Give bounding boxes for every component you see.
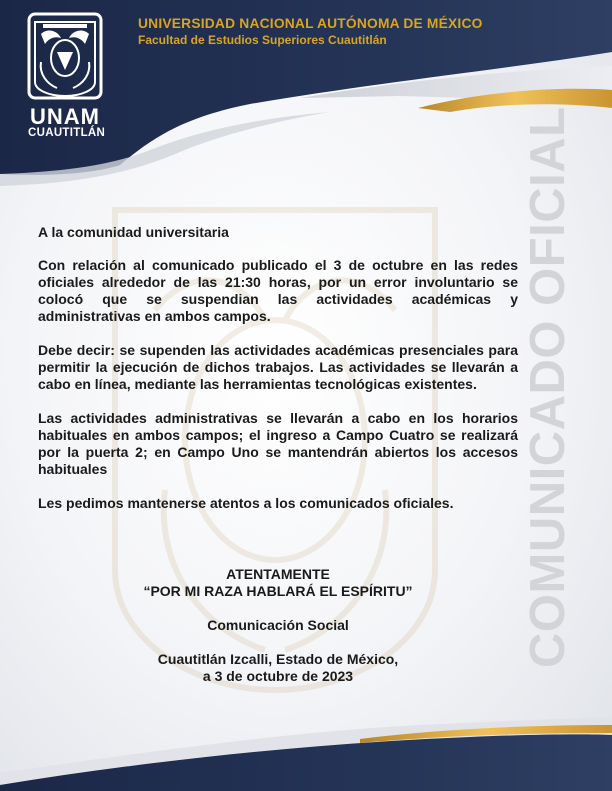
faculty-title: Facultad de Estudios Superiores Cuautitlán [138,33,387,47]
logo-name: UNAM [30,104,100,129]
unam-seal-icon [27,12,103,100]
office: Comunicación Social [207,617,349,633]
logo-subtitle: CUAUTITLÁN [28,127,106,139]
signature-block [38,566,518,685]
letter-body [38,224,518,529]
greeting: A la comunidad universitaria [38,224,229,240]
paragraph: Las actividades administrativas se llevarán a cabo en los horarios habituales en ambos campos; el ingreso a Campo Cuatro se realizará por la puerta 2; en Campo Uno se mantendrán abiertos los accesos habituales [38,410,518,477]
closing: ATENTAMENTE [226,566,330,582]
university-title: UNIVERSIDAD NACIONAL AUTÓNOMA DE MÉXICO [138,16,483,31]
paragraph: Les pedimos mantenerse atentos a los comunicados oficiales. [38,495,454,511]
paragraph: Con relación al comunicado publicado el 3 de octubre en las redes oficiales alrededor de las 21:30 horas, por un error involuntario se colocó que se suspendian las actividades académicas y administrativas en ambos campos. [38,257,518,324]
place: Cuautitlán Izcalli, Estado de México, [157,651,399,667]
motto: “POR MI RAZA HABLARÁ EL ESPÍRITU” [143,583,413,599]
footer-background [0,681,612,791]
paragraph: Debe decir: se supenden las actividades académicas presenciales para permitir la ejecución de dichos trabajos. Las actividades se llevarán a cabo en línea, mediante las herramientas tecnológicas existentes. [38,342,518,392]
date: a 3 de octubre de 2023 [202,668,354,684]
side-banner: COMUNICADO OFICIAL [521,106,575,668]
